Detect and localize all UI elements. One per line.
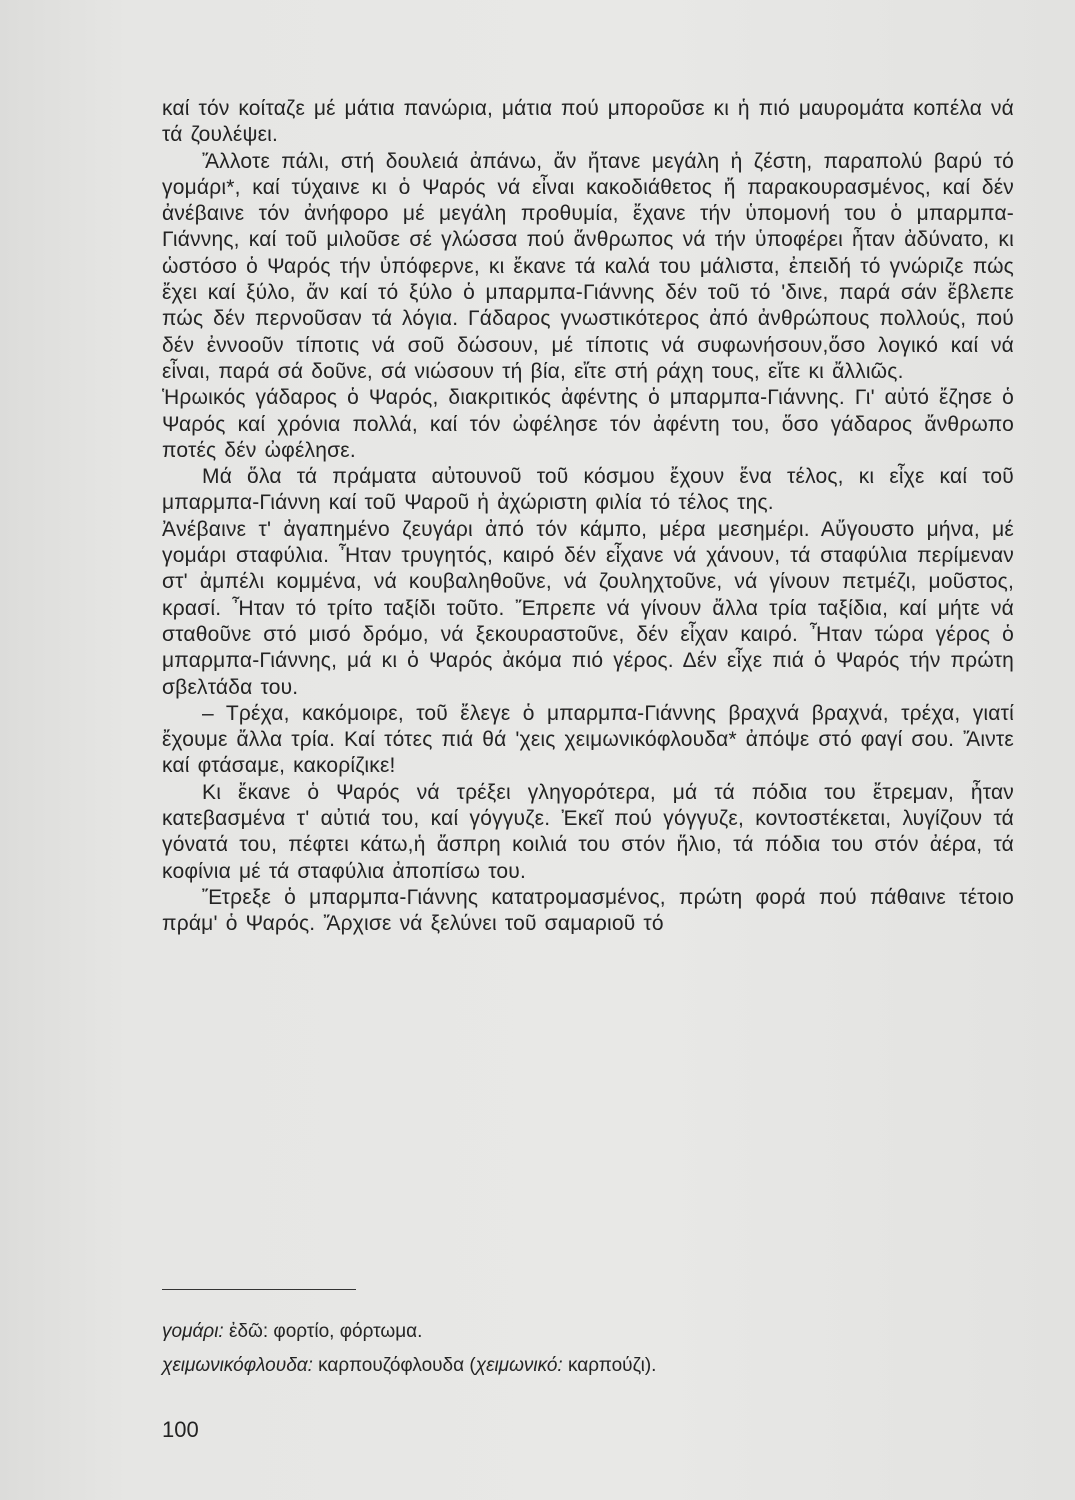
footnote-term: χειμωνικόφλουδα: bbox=[162, 1355, 313, 1376]
footnote-paren-term: χειμωνικό: bbox=[475, 1355, 563, 1376]
paragraph-2: Ἄλλοτε πάλι, στή δουλειά ἀπάνω, ἄν ἤτανε μεγάλη ἡ ζέστη, παραπολύ βαρύ τό γομάρι*, καί τύχαινε κι ὁ Ψαρός νά εἶναι κακοδιάθετος ἤ παρακουρασμένος, καί δέν ἀνέβαινε τόν ἀνήφορο μέ μεγάλη προθυμία, ἔχανε τήν ὑπομονή του ὁ μπαρμπα-Γιάννης, καί τοῦ μιλοῦσε σέ γλώσσα πού ἄνθρωπος νά τήν ὑποφέρει ἦταν ἀδύνατο, κι ὡστόσο ὁ Ψαρός τήν ὑπόφερνε, κι ἔκανε τά καλά του μάλιστα, ἐπειδή τό γνώριζε πώς ἔχει καί ξύλο, ἄν καί τό ξύλο ὁ μπαρμπα-Γιάννης δέν τοῦ τό 'δινε, παρά σάν ἔβλεπε πώς δέν περνοῦσαν τά λόγια. Γάδαρος γνωστικότερος ἀπό ἀνθρώπους πολλούς, πού δέν ἐννοοῦν τίποτις νά σοῦ δώσουν, μέ τίποτις νά συφωνήσουν,ὅσο λογικό καί νά εἶναι, παρά σά δοῦνε, σά νιώσουν τή βία, εἴτε στή ράχη τους, εἴτε κι ἄλλιῶς. bbox=[162, 149, 1014, 383]
paragraph-8: Ἔτρεξε ὁ μπαρμπα-Γιάννης κατατρομασμένος, πρώτη φορά πού πάθαινε τέτοιο πράμ' ὁ Ψαρός. Ἄρχισε νά ξελύνει τοῦ σαμαριοῦ τό bbox=[162, 885, 1014, 936]
footnote-definition: ἐδῶ: φορτίο, φόρτωμα. bbox=[228, 1321, 423, 1342]
paragraph-1: καί τόν κοίταζε μέ μάτια πανώρια, μάτια πού μποροῦσε κι ἡ πιό μαυρομάτα κοπέλα νά τά ζουλέψει. bbox=[162, 97, 1014, 147]
footnote-divider bbox=[162, 1289, 356, 1290]
footnote-term: γομάρι: bbox=[162, 1321, 224, 1342]
paragraph-3: Ἡρωικός γάδαρος ὁ Ψαρός, διακριτικός ἀφέντης ὁ μπαρμπα-Γιάννης. Γι' αὐτό ἔζησε ὁ Ψαρός καί χρόνια πολλά, καί τόν ὠφέλησε τόν ἀφέντη του, ὅσο γάδαρος ἄνθρωπο ποτές δέν ὠφέλησε. bbox=[162, 386, 1014, 462]
footnote-definition: καρπουζόφλουδα bbox=[318, 1355, 465, 1376]
main-text bbox=[162, 96, 1014, 938]
footnote-1 bbox=[162, 1315, 1014, 1349]
paragraph-7: Κι ἔκανε ὁ Ψαρός νά τρέξει γληγορότερα, μά τά πόδια του ἔτρεμαν, ἦταν κατεβασμένα τ' αὐτιά του, καί γόγγυζε. Ἐκεῖ πού γόγγυζε, κοντοστέκεται, λυγίζουν τά γόνατά του, πέφτει κάτω,ἡ ἄσπρη κοιλιά του στόν ἥλιο, τά πόδια του στόν ἀέρα, τά κοφίνια μέ τά σταφύλια ἀποπίσω του. bbox=[162, 780, 1014, 883]
page-number: 100 bbox=[162, 1417, 199, 1442]
footnote-paren-definition: καρπούζι). bbox=[567, 1355, 657, 1376]
footnote-paren-open: ( bbox=[469, 1355, 476, 1376]
paragraph-6: – Τρέχα, κακόμοιρε, τοῦ ἔλεγε ὁ μπαρμπα-Γιάννης βραχνά βραχνά, τρέχα, γιατί ἔχουμε ἄλλα τρία. Καί τότες πιά θά 'χεις χειμωνικόφλουδα* ἀπόψε στό φαγί σου. Ἄιντε καί φτάσαμε, κακορίζικε! bbox=[162, 701, 1014, 778]
paragraph-5: Ἀνέβαινε τ' ἀγαπημένο ζευγάρι ἀπό τόν κάμπο, μέρα μεσημέρι. Αὔγουστο μήνα, μέ γομάρι σταφύλια. Ἦταν τρυγητός, καιρό δέν εἶχανε νά χάνουν, τά σταφύλια περίμεναν στ' ἀμπέλι κομμένα, νά κουβαληθοῦνε, νά ζουληχτοῦνε, νά γίνουν πετμέζι, μοῦστος, κρασί. Ἦταν τό τρίτο ταξίδι τοῦτο. Ἔπρεπε νά γίνουν ἄλλα τρία ταξίδια, καί μήτε νά σταθοῦνε στό μισό δρόμο, νά ξεκουραστοῦνε, δέν εἶχαν καιρό. Ἦταν τώρα γέρος ὁ μπαρμπα-Γιάννης, μά κι ὁ Ψαρός ἀκόμα πιό γέρος. Δέν εἶχε πιά ὁ Ψαρός τήν πρώτη σβελτάδα του. bbox=[162, 517, 1014, 699]
paragraph-4: Μά ὅλα τά πράματα αὐτουνοῦ τοῦ κόσμου ἔχουν ἕνα τέλος, κι εἶχε καί τοῦ μπαρμπα-Γιάννη καί τοῦ Ψαροῦ ἡ ἀχώριστη φιλία τό τέλος της. bbox=[162, 465, 1014, 515]
footnote-2 bbox=[162, 1349, 1014, 1383]
footnotes bbox=[162, 1315, 1014, 1383]
